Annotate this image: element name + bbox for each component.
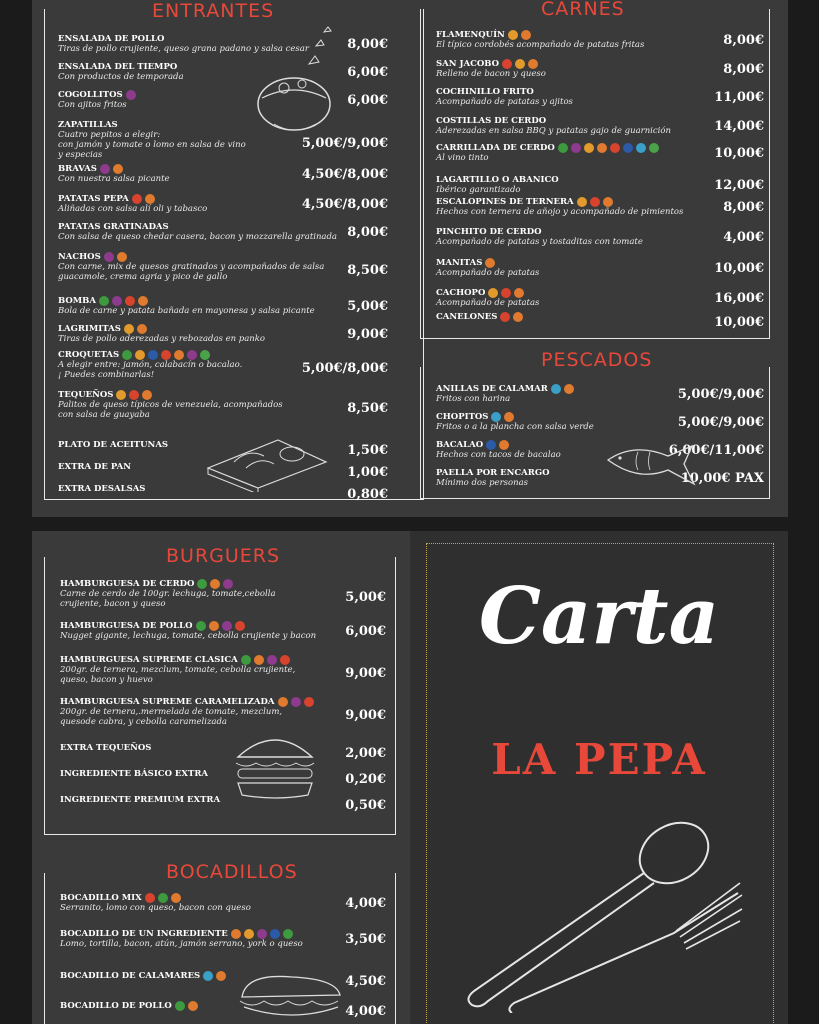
menu-item-description: Ibérico garantizado [436, 185, 521, 195]
gluten-allergen-icon [209, 621, 219, 631]
menu-item [436, 258, 764, 278]
menu-item [436, 116, 764, 136]
menu-item-description: Serranito, lomo con queso, bacon con queso [60, 903, 251, 913]
sulphite-allergen-icon [112, 296, 122, 306]
fish-allergen-icon [623, 143, 633, 153]
menu-item-name-text: HAMBURGUESA SUPREME CLASICA [60, 655, 238, 665]
menu-item-name-text: PATATAS PEPA [58, 194, 129, 204]
milk-allergen-icon [577, 197, 587, 207]
menu-item-name [436, 30, 764, 40]
menu-item-description: Hechos con ternera de añojo y acompañado de pimientos [436, 207, 684, 217]
menu-item-price: 4,00€ [723, 230, 764, 245]
menu-item-price: 6,00€/11,00€ [668, 443, 764, 458]
menu-item [60, 769, 386, 787]
menu-item-name [436, 227, 764, 237]
fish-allergen-icon [486, 440, 496, 450]
gluten-allergen-icon [210, 579, 220, 589]
egg-allergen-icon [280, 655, 290, 665]
menu-item-description: Con productos de temporada [58, 72, 184, 82]
menu-item-description: Con carne, mix de quesos gratinados y acompañados de salsa guacamole, crema agria y pico de gallo [58, 262, 325, 282]
menu-item [436, 288, 764, 308]
sulphite-allergen-icon [223, 579, 233, 589]
menu-item-price: 5,00€/8,00€ [301, 361, 388, 376]
menu-item-description: El típico cordobés acompañado de patatas fritas [436, 40, 645, 50]
sulphite-allergen-icon [104, 252, 114, 262]
menu-item-price: 4,00€ [345, 896, 386, 911]
menu-item-name-text: ENSALADA DEL TIEMPO [58, 62, 178, 72]
egg-allergen-icon [500, 312, 510, 322]
menu-item-name-text: BOCADILLO DE CALAMARES [60, 971, 201, 981]
menu-item-description: Al vino tinto [436, 153, 489, 163]
menu-item-name-text: BOMBA [58, 296, 96, 306]
menu-item-name-text: BOCADILLO DE UN INGREDIENTE [60, 929, 228, 939]
menu-item-price: 14,00€ [714, 119, 764, 134]
menu-item-description: Aliñadas con salsa alí oli y tabasco [58, 204, 208, 214]
gluten-allergen-icon [145, 194, 155, 204]
celery-allergen-icon [122, 350, 132, 360]
menu-item [58, 252, 388, 282]
menu-item-description: Tiras de pollo aderezadas y rebozadas en panko [58, 334, 266, 344]
gluten-allergen-icon [138, 296, 148, 306]
menu-item-name-text: COGOLLITOS [58, 90, 123, 100]
menu-item-name-text: ENSALADA DE POLLO [58, 34, 165, 44]
menu-item-name [60, 655, 386, 665]
menu-item-name-text: COCHINILLO FRITO [436, 87, 534, 97]
menu-item-price: 8,00€ [723, 200, 764, 215]
menu-item [58, 350, 388, 380]
menu-item-price: 8,00€ [347, 37, 388, 52]
carnes-section [436, 30, 764, 330]
menu-item-name [60, 929, 386, 939]
menu-item-name [60, 579, 386, 589]
menu-item-name [60, 743, 386, 753]
menu-item [60, 893, 386, 913]
gluten-allergen-icon [216, 971, 226, 981]
menu-item-name-text: CARRILLADA DE CERDO [436, 143, 555, 153]
menu-item-description: Nugget gigante, lechuga, tomate, cebolla crujiente y bacon [60, 631, 317, 641]
menu-item-name-text: HAMBURGUESA SUPREME CARAMELIZADA [60, 697, 275, 707]
menu-item-description: Acompañado de patatas [436, 298, 540, 308]
milk-allergen-icon [244, 929, 254, 939]
celery-allergen-icon [175, 1001, 185, 1011]
menu-top-panel [32, 0, 788, 517]
menu-item-name-text: ESCALOPINES DE TERNERA [436, 197, 574, 207]
menu-item-price: 4,50€ [345, 974, 386, 989]
menu-item-name-text: PATATAS GRATINADAS [58, 222, 169, 232]
egg-allergen-icon [145, 893, 155, 903]
gluten-allergen-icon [137, 324, 147, 334]
egg-allergen-icon [132, 194, 142, 204]
menu-item [58, 296, 388, 316]
menu-item-description: Lomo, tortilla, bacon, atún, jamón serrano, york o queso [60, 939, 303, 949]
menu-item-description: 200gr. de ternera, mezclum, tomate, cebolla crujiente, queso, bacon y huevo [60, 665, 296, 685]
gluten-allergen-icon [513, 312, 523, 322]
gluten-allergen-icon [499, 440, 509, 450]
menu-item-price: 5,00€ [347, 299, 388, 314]
entrantes-title: ENTRANTES [146, 0, 280, 22]
burguers-section [60, 579, 386, 829]
celery-allergen-icon [283, 929, 293, 939]
menu-item [58, 390, 388, 420]
menu-item-name [60, 621, 386, 631]
menu-item [60, 929, 386, 949]
menu-item [436, 384, 764, 404]
menu-item-name [58, 296, 388, 306]
menu-item-price: 12,00€ [714, 178, 764, 193]
celery-allergen-icon [241, 655, 251, 665]
menu-item-name-text: CROQUETAS [58, 350, 120, 360]
egg-allergen-icon [125, 296, 135, 306]
menu-item-description: Con ajitos fritos [58, 100, 127, 110]
cover-panel [410, 531, 788, 1024]
menu-item-price: 10,00€ PAX [680, 471, 764, 486]
menu-item-name-text: MANITAS [436, 258, 483, 268]
menu-item [58, 324, 388, 344]
carnes-title: CARNES [535, 0, 631, 20]
menu-item-price: 3,50€ [345, 932, 386, 947]
menu-item-name-text: BOCADILLO DE POLLO [60, 1001, 172, 1011]
menu-item [436, 30, 764, 50]
menu-item [436, 87, 764, 107]
fish-allergen-icon [270, 929, 280, 939]
menu-item-description: Acompañado de patatas y ajitos [436, 97, 573, 107]
menu-item-price: 10,00€ [714, 315, 764, 330]
fish-allergen-icon [148, 350, 158, 360]
menu-item [436, 412, 764, 432]
menu-item [60, 697, 386, 727]
menu-item-name-text: LAGARTILLO O ABANICO [436, 175, 559, 185]
egg-allergen-icon [502, 59, 512, 69]
egg-allergen-icon [129, 390, 139, 400]
gluten-allergen-icon [231, 929, 241, 939]
menu-item-description: Carne de cerdo de 100gr. lechuga, tomate,cebolla crujiente, bacon y queso [60, 589, 276, 609]
egg-allergen-icon [590, 197, 600, 207]
menu-item-name-text: CHOPITOS [436, 412, 489, 422]
egg-allergen-icon [235, 621, 245, 631]
menu-item-price: 1,00€ [347, 465, 388, 480]
sulphite-allergen-icon [257, 929, 267, 939]
menu-item [436, 59, 764, 79]
burguers-title: BURGUERS [160, 545, 286, 567]
milk-allergen-icon [116, 390, 126, 400]
egg-allergen-icon [610, 143, 620, 153]
menu-item-name [436, 59, 764, 69]
milk-allergen-icon [488, 288, 498, 298]
menu-item [436, 312, 764, 330]
cover-brand: LA PEPA [491, 735, 707, 784]
menu-item-price: 8,00€ [347, 225, 388, 240]
menu-item-name-text: TEQUEÑOS [58, 390, 114, 400]
menu-item [436, 175, 764, 195]
menu-item-description: 200gr. de ternera,.mermelada de tomate, mezclum, quesode cabra, y cebolla caramelizada [60, 707, 283, 727]
menu-item-name-text: FLAMENQUÍN [436, 30, 505, 40]
menu-item-name [436, 197, 764, 207]
menu-item-price: 5,00€/9,00€ [677, 387, 764, 402]
menu-item-price: 4,50€/8,00€ [301, 167, 388, 182]
menu-item-name [58, 350, 388, 360]
milk-allergen-icon [135, 350, 145, 360]
menu-item-price: 1,50€ [347, 443, 388, 458]
sulphite-allergen-icon [222, 621, 232, 631]
gluten-allergen-icon [174, 350, 184, 360]
gluten-allergen-icon [528, 59, 538, 69]
menu-item-name-text: EXTRA DESALSAS [58, 484, 146, 494]
menu-item-price: 6,00€ [345, 624, 386, 639]
celery-allergen-icon [196, 621, 206, 631]
menu-item-name-text: PINCHITO DE CERDO [436, 227, 542, 237]
crustacean-allergen-icon [203, 971, 213, 981]
pescados-title: PESCADOS [535, 349, 658, 371]
sulphite-allergen-icon [126, 90, 136, 100]
mustard-allergen-icon [200, 350, 210, 360]
menu-item-description: Acompañado de patatas y tostaditas con tomate [436, 237, 643, 247]
menu-item-price: 5,00€/9,00€ [677, 415, 764, 430]
menu-item-name-text: BOCADILLO MIX [60, 893, 142, 903]
menu-item-name-text: BACALAO [436, 440, 484, 450]
menu-item-price: 5,00€/9,00€ [301, 136, 388, 151]
gluten-allergen-icon [485, 258, 495, 268]
menu-item-description: Aderezadas en salsa BBQ y patatas gajo de guarnición [436, 126, 671, 136]
menu-item-price: 4,00€ [345, 1004, 386, 1019]
menu-item [436, 197, 764, 217]
crustacean-allergen-icon [491, 412, 501, 422]
crustacean-allergen-icon [551, 384, 561, 394]
menu-bottom-left-panel [32, 531, 410, 1024]
menu-item-price: 0,50€ [345, 798, 386, 813]
menu-item-description: Palitos de queso típicos de venezuela, acompañados con salsa de guayaba [58, 400, 283, 420]
egg-allergen-icon [304, 697, 314, 707]
gluten-allergen-icon [597, 143, 607, 153]
menu-item-name [58, 252, 388, 262]
menu-item-price: 11,00€ [714, 90, 764, 105]
fish-illustration [604, 438, 704, 494]
menu-item-price: 10,00€ [714, 146, 764, 161]
celery-allergen-icon [558, 143, 568, 153]
menu-item [436, 468, 764, 488]
mustard-allergen-icon [649, 143, 659, 153]
menu-item-name [60, 769, 386, 779]
milk-allergen-icon [515, 59, 525, 69]
celery-allergen-icon [99, 296, 109, 306]
menu-item [58, 164, 388, 184]
spoon-fork-illustration [454, 813, 744, 1013]
gluten-allergen-icon [117, 252, 127, 262]
menu-item-price: 0,80€ [347, 487, 388, 502]
menu-item [60, 621, 386, 641]
menu-item-name-text: NACHOS [58, 252, 101, 262]
menu-item-price: 9,00€ [347, 327, 388, 342]
menu-item-description: Fritos con harina [436, 394, 511, 404]
menu-item-price: 2,00€ [345, 746, 386, 761]
menu-item-name-text: EXTRA TEQUEÑOS [60, 743, 152, 753]
milk-allergen-icon [508, 30, 518, 40]
menu-item-name-text: EXTRA DE PAN [58, 462, 131, 472]
gluten-allergen-icon [504, 412, 514, 422]
menu-item-name-text: COSTILLAS DE CERDO [436, 116, 547, 126]
sulphite-allergen-icon [291, 697, 301, 707]
menu-item [436, 227, 764, 247]
menu-item-name-text: SAN JACOBO [436, 59, 499, 69]
egg-allergen-icon [501, 288, 511, 298]
menu-item [436, 440, 764, 460]
menu-item [60, 743, 386, 761]
menu-item [60, 655, 386, 685]
gluten-allergen-icon [278, 697, 288, 707]
sulphite-allergen-icon [267, 655, 277, 665]
sulphite-allergen-icon [571, 143, 581, 153]
gluten-allergen-icon [142, 390, 152, 400]
egg-allergen-icon [161, 350, 171, 360]
menu-item [58, 222, 388, 242]
burger-illustration [232, 727, 318, 799]
menu-item-name [60, 697, 386, 707]
menu-item-name-text: INGREDIENTE BÁSICO EXTRA [60, 769, 208, 779]
menu-item-name-text: ANILLAS DE CALAMAR [436, 384, 548, 394]
crustacean-allergen-icon [636, 143, 646, 153]
menu-item-price: 8,50€ [347, 401, 388, 416]
menu-item-name-text: INGREDIENTE PREMIUM EXTRA [60, 795, 221, 805]
menu-item-price: 9,00€ [345, 708, 386, 723]
menu-item-name [58, 222, 388, 232]
menu-item-name-text: BRAVAS [58, 164, 97, 174]
menu-item-name-text: HAMBURGUESA DE CERDO [60, 579, 195, 589]
menu-item-price: 4,50€/8,00€ [301, 197, 388, 212]
menu-item-name-text: ZAPATILLAS [58, 120, 118, 130]
menu-item-description: Tiras de pollo crujiente, queso grana padano y salsa cesar [58, 44, 309, 54]
menu-item-price: 8,50€ [347, 263, 388, 278]
menu-item-name [60, 795, 386, 805]
menu-item-description: A elegir entre: jamón, calabacín o bacalao. ¡ Puedes combinarlas! [58, 360, 243, 380]
milk-allergen-icon [584, 143, 594, 153]
menu-item-name-text: PLATO DE ACEITUNAS [58, 440, 169, 450]
cover-carta-title: Carta [478, 571, 720, 662]
menu-item [60, 579, 386, 609]
menu-item-price: 5,00€ [345, 590, 386, 605]
menu-item [58, 194, 388, 214]
menu-item-name [58, 390, 388, 400]
pescados-section [436, 384, 764, 496]
menu-item-price: 6,00€ [347, 93, 388, 108]
gluten-allergen-icon [254, 655, 264, 665]
milk-allergen-icon [124, 324, 134, 334]
menu-item-description: Bola de carne y patata bañada en mayonesa y salsa picante [58, 306, 315, 316]
celery-allergen-icon [197, 579, 207, 589]
menu-item-price: 8,00€ [723, 33, 764, 48]
menu-item-price: 0,20€ [345, 772, 386, 787]
menu-item-price: 16,00€ [714, 291, 764, 306]
celery-allergen-icon [158, 893, 168, 903]
gluten-allergen-icon [188, 1001, 198, 1011]
olive-board-illustration [204, 424, 330, 492]
menu-item-description: Cuatro pepitos a elegir: con jamón y tomate o lomo en salsa de vino y especias [58, 130, 246, 160]
menu-item-description: Acompañado de patatas [436, 268, 540, 278]
menu-item-description: Fritos o a la plancha con salsa verde [436, 422, 594, 432]
menu-item-description: Mínimo dos personas [436, 478, 529, 488]
salad-bowl-illustration [254, 24, 344, 134]
menu-item-name [58, 324, 388, 334]
bocadillos-title: BOCADILLOS [160, 861, 304, 883]
menu-item-name-text: HAMBURGUESA DE POLLO [60, 621, 193, 631]
gluten-allergen-icon [113, 164, 123, 174]
menu-item-price: 10,00€ [714, 261, 764, 276]
sulphite-allergen-icon [100, 164, 110, 174]
menu-item-price: 8,00€ [723, 62, 764, 77]
sulphite-allergen-icon [187, 350, 197, 360]
menu-item-name [60, 893, 386, 903]
gluten-allergen-icon [171, 893, 181, 903]
menu-item-price: 9,00€ [345, 666, 386, 681]
gluten-allergen-icon [514, 288, 524, 298]
menu-item [60, 795, 386, 813]
sandwich-illustration [236, 967, 346, 1024]
menu-item-description: Con nuestra salsa picante [58, 174, 170, 184]
menu-item-name-text: CANELONES [436, 312, 498, 322]
gluten-allergen-icon [521, 30, 531, 40]
menu-item [436, 143, 764, 163]
gluten-allergen-icon [564, 384, 574, 394]
menu-item-description: Con salsa de queso chedar casera, bacon y mozzarella gratinada [58, 232, 337, 242]
menu-item-description: Hechos con tacos de bacalao [436, 450, 561, 460]
menu-item-name-text: PAELLA POR ENCARGO [436, 468, 550, 478]
menu-item-description: Relleno de bacon y queso [436, 69, 546, 79]
menu-item-name-text: LAGRIMITAS [58, 324, 121, 334]
menu-item-name-text: CACHOPO [436, 288, 486, 298]
menu-item-price: 6,00€ [347, 65, 388, 80]
gluten-allergen-icon [603, 197, 613, 207]
